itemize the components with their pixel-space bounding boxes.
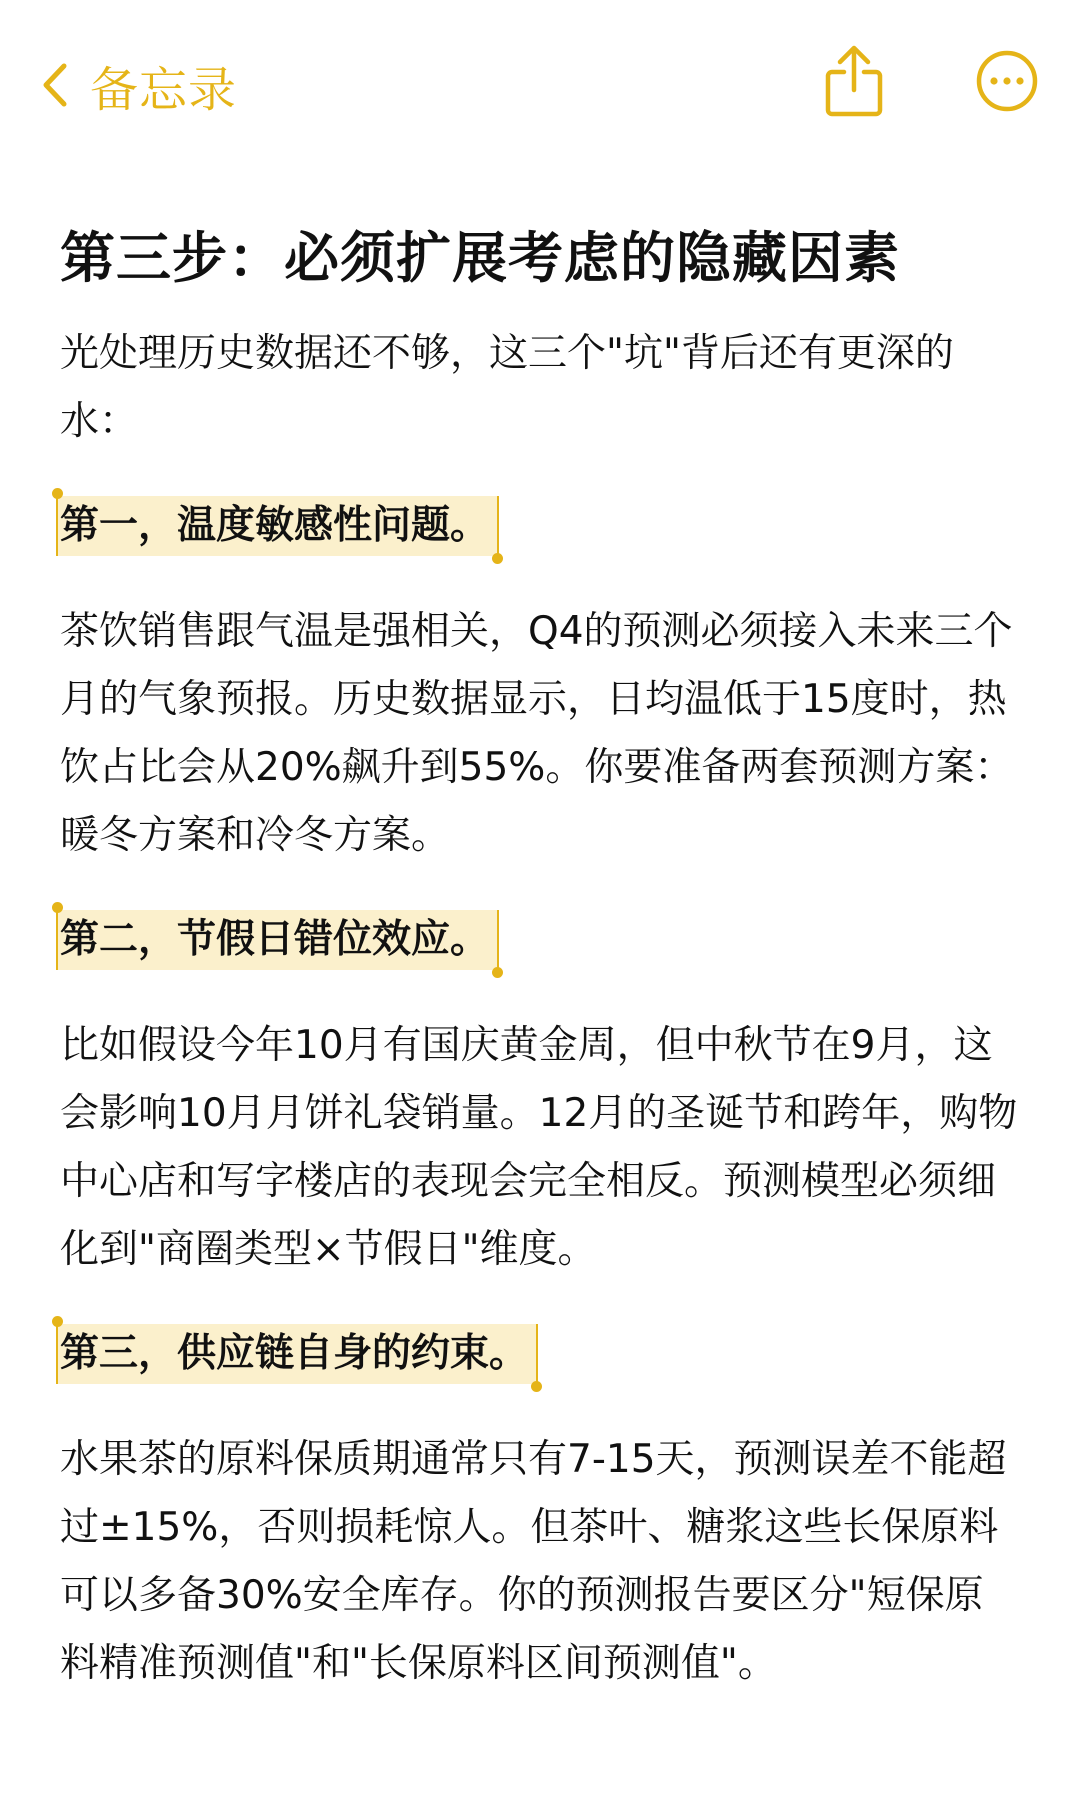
selection-end-handle[interactable] — [492, 967, 503, 978]
selection-end-handle[interactable] — [531, 1381, 542, 1392]
section-heading-row — [60, 496, 1020, 556]
section-body: 水果茶的原料保质期通常只有7-15天，预测误差不能超过±15%，否则损耗惊人。但茶叶、糖浆这些长保原料可以多备30%安全库存。你的预测报告要区分"短保原料精准预测值"和"长保原料区间预测值"。 — [60, 1437, 1007, 1686]
back-button[interactable] — [42, 50, 237, 120]
selection-end-caret — [497, 496, 499, 556]
share-icon — [822, 105, 886, 124]
section-body: 比如假设今年10月有国庆黄金周，但中秋节在9月，这会影响10月月饼礼袋销量。12月的圣诞节和跨年，购物中心店和写字楼店的表现会完全相反。预测模型必须细化到"商圈类型×节假日"维度。 — [60, 1023, 1018, 1272]
note-intro: 光处理历史数据还不够，这三个"坑"背后还有更深的水： — [60, 331, 954, 444]
navigation-bar — [0, 0, 1080, 170]
share-button[interactable] — [822, 40, 886, 120]
selection-start-caret — [56, 1324, 58, 1384]
selection-start-caret — [56, 910, 58, 970]
highlighted-heading[interactable] — [56, 496, 499, 556]
selection-start-handle[interactable] — [52, 488, 63, 499]
selection-end-caret — [497, 910, 499, 970]
highlighted-heading[interactable] — [56, 1324, 538, 1384]
section-heading: 第三，供应链自身的约束。 — [60, 1331, 529, 1376]
section-heading-row — [60, 910, 1020, 970]
note-title: 第三步：必须扩展考虑的隐藏因素 — [60, 226, 901, 290]
highlighted-heading[interactable] — [56, 910, 499, 970]
selection-start-handle[interactable] — [52, 902, 63, 913]
section-heading: 第二，节假日错位效应。 — [60, 917, 490, 962]
selection-start-handle[interactable] — [52, 1316, 63, 1327]
selection-start-caret — [56, 496, 58, 556]
back-label: 备忘录 — [90, 61, 238, 118]
note-content[interactable] — [60, 218, 1020, 1698]
section-body: 茶饮销售跟气温是强相关，Q4的预测必须接入未来三个月的气象预报。历史数据显示，日均温低于15度时，热饮占比会从20%飙升到55%。你要准备两套预测方案：暖冬方案和冷冬方案。 — [60, 609, 1014, 858]
section-heading-row — [60, 1324, 1020, 1384]
chevron-left-icon — [42, 62, 68, 108]
more-button[interactable] — [976, 50, 1038, 112]
section-heading: 第一，温度敏感性问题。 — [60, 503, 490, 548]
selection-end-caret — [536, 1324, 538, 1384]
selection-end-handle[interactable] — [492, 553, 503, 564]
more-icon — [976, 97, 1038, 116]
